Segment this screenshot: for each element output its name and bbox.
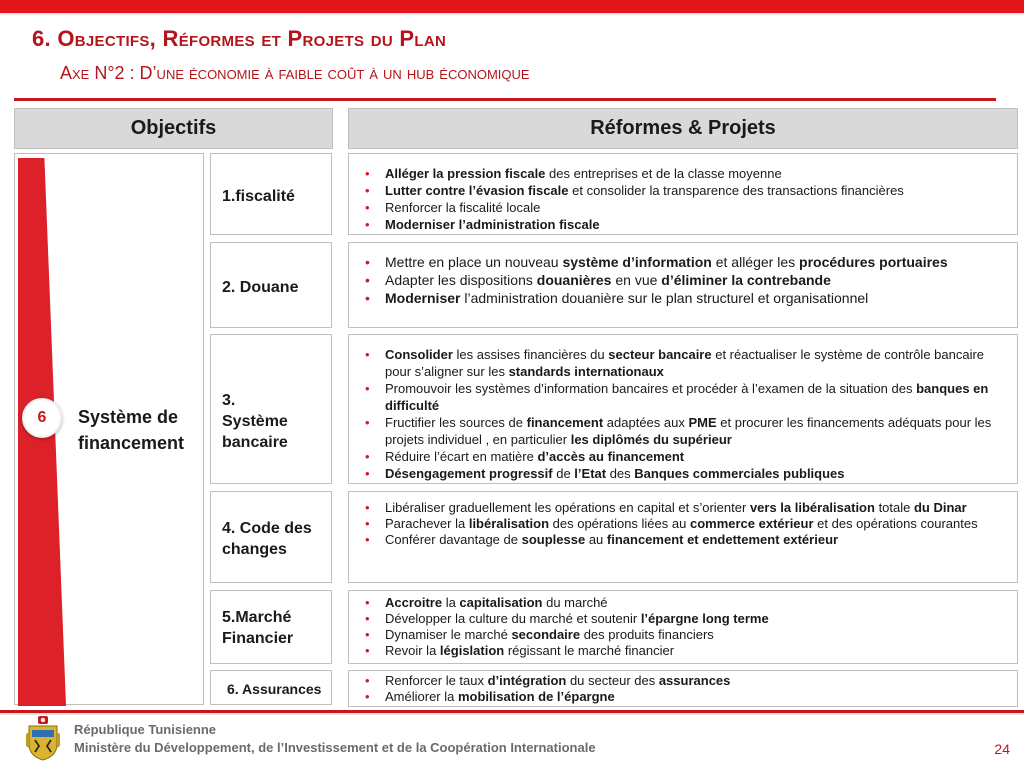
reform-emphasis: secteur bancaire <box>608 347 712 362</box>
reform-item <box>361 516 1013 532</box>
reform-emphasis: douanières <box>536 272 612 288</box>
reform-item <box>361 182 1013 199</box>
theme-label: Système de financement <box>78 407 185 453</box>
reform-emphasis: souplesse <box>521 532 586 547</box>
objective-fiscalite <box>210 153 332 235</box>
reform-emphasis: secondaire <box>511 627 581 642</box>
reform-emphasis: procédures portuaires <box>799 254 948 270</box>
page-subtitle: Axe N°2 : D’une économie à faible coût à un hub économique <box>60 63 530 83</box>
reforms-code-des-changes <box>348 491 1018 583</box>
title-divider <box>14 98 996 101</box>
reform-text: Renforcer le taux <box>385 673 488 688</box>
reforms-list <box>361 595 1013 659</box>
reform-item <box>361 595 1013 611</box>
reform-emphasis: Lutter contre l’évasion fiscale <box>385 183 569 198</box>
reform-text: Mettre en place un nouveau <box>385 254 563 270</box>
reform-emphasis: standards internationaux <box>508 364 664 379</box>
reform-text: Promouvoir les systèmes d’information bancaires et procéder à l’examen de la situation des <box>385 381 917 396</box>
top-accent-bar <box>0 0 1024 13</box>
objective-marche-financier <box>210 590 332 664</box>
reform-text: les assises financières du <box>452 347 609 362</box>
reform-text: Conférer davantage de <box>385 532 522 547</box>
objective-label: 1.fiscalité <box>222 188 295 205</box>
reform-emphasis: Accroitre <box>385 595 443 610</box>
objective-label: 2. Douane <box>222 279 299 296</box>
reform-text: Dynamiser le marché <box>385 627 512 642</box>
reform-text: de <box>552 466 575 481</box>
reform-text: Améliorer la <box>385 689 458 704</box>
footer-shadow <box>0 713 1024 715</box>
reform-emphasis: Désengagement progressif <box>385 466 553 481</box>
reform-item <box>361 465 1013 482</box>
reform-item <box>361 448 1013 465</box>
reform-text: et alléger les <box>711 254 800 270</box>
page-number: 24 <box>994 741 1010 757</box>
reformes-header: Réformes & Projets <box>348 108 1018 149</box>
reform-emphasis: système d’information <box>562 254 712 270</box>
reforms-list <box>361 346 1013 482</box>
reform-emphasis: financement et endettement extérieur <box>606 532 839 547</box>
reform-item <box>361 165 1013 182</box>
reform-item <box>361 673 1013 689</box>
reforms-marche-financier <box>348 590 1018 664</box>
reform-text: Fructifier les sources de <box>385 415 527 430</box>
objective-douane <box>210 242 332 328</box>
reform-text: Développer la culture du marché et soutenir <box>385 611 641 626</box>
reform-text: Renforcer la fiscalité locale <box>385 200 541 215</box>
reform-item <box>361 500 1013 516</box>
reform-emphasis: libéralisation <box>468 516 550 531</box>
reform-item <box>361 253 1013 271</box>
reform-text: Réduire l’écart en matière <box>385 449 538 464</box>
reform-text: au <box>585 532 607 547</box>
reform-item <box>361 271 1013 289</box>
reform-emphasis: du Dinar <box>913 500 967 515</box>
reforms-list <box>361 165 1013 233</box>
page-title: 6. Objectifs, Réformes et Projets du Plan <box>32 26 447 51</box>
footer-ministry: Ministère du Développement, de l’Investissement et de la Coopération Internationale <box>74 740 596 755</box>
reforms-list <box>361 673 1013 705</box>
reform-emphasis: d’accès au financement <box>537 449 685 464</box>
reform-text: et consolider la transparence des transactions financières <box>568 183 904 198</box>
reforms-list <box>361 500 1013 548</box>
reform-emphasis: Moderniser l’administration fiscale <box>385 217 600 232</box>
reform-item <box>361 627 1013 643</box>
reform-emphasis: financement <box>526 415 604 430</box>
reform-item <box>361 216 1013 233</box>
reform-emphasis: Consolider <box>385 347 453 362</box>
reform-emphasis: d’éliminer la contrebande <box>661 272 831 288</box>
reform-item <box>361 689 1013 705</box>
objective-label: 6. Assurances <box>227 681 322 697</box>
reform-emphasis: Moderniser <box>385 290 461 306</box>
reform-text: des <box>606 466 635 481</box>
coat-of-arms-icon <box>24 714 62 762</box>
reform-text: du secteur des <box>566 673 659 688</box>
reform-emphasis: l’épargne long terme <box>640 611 769 626</box>
reform-item <box>361 199 1013 216</box>
reforms-list <box>361 253 1013 307</box>
theme-number-badge: 6 <box>22 398 62 438</box>
objectifs-header: Objectifs <box>14 108 333 149</box>
footer-republic: République Tunisienne <box>74 722 217 737</box>
objective-assurances <box>210 670 332 705</box>
reforms-assurances <box>348 670 1018 707</box>
reform-emphasis: banques en difficulté <box>385 381 989 413</box>
reform-text: Revoir la <box>385 643 440 658</box>
reform-text: et procurer les financements adéquats pour les projets individuel , en particulier <box>385 415 992 447</box>
reform-emphasis: commerce extérieur <box>689 516 814 531</box>
reforms-systeme-bancaire <box>348 334 1018 484</box>
reform-emphasis: PME <box>688 415 717 430</box>
reform-item <box>361 643 1013 659</box>
reform-emphasis: vers la libéralisation <box>749 500 875 515</box>
reform-text: l’administration douanière sur le plan structurel et organisationnel <box>460 290 869 306</box>
reform-text: en vue <box>611 272 662 288</box>
reform-text: du marché <box>542 595 608 610</box>
reform-item <box>361 380 1013 414</box>
reform-emphasis: législation <box>439 643 505 658</box>
reform-item <box>361 611 1013 627</box>
objective-label: 4. Code des changes <box>222 520 312 558</box>
reform-item <box>361 346 1013 380</box>
reform-emphasis: Banques commerciales publiques <box>634 466 845 481</box>
reform-text: des entreprises et de la classe moyenne <box>545 166 782 181</box>
reform-text: totale <box>874 500 914 515</box>
reform-text: Libéraliser graduellement les opérations en capital et s’orienter <box>385 500 750 515</box>
reform-emphasis: d’intégration <box>487 673 567 688</box>
reform-emphasis: Alléger la pression fiscale <box>385 166 546 181</box>
reform-text: Parachever la <box>385 516 469 531</box>
reform-text: Adapter les dispositions <box>385 272 537 288</box>
reform-item <box>361 414 1013 448</box>
top-bar-shadow <box>0 13 1024 16</box>
objective-label: 5.Marché Financier <box>222 609 294 647</box>
reform-emphasis: les diplômés du supérieur <box>570 432 732 447</box>
reform-text: et réactualiser le système de contrôle bancaire pour s’aligner sur les <box>385 347 985 379</box>
reform-text: adaptées aux <box>603 415 689 430</box>
reform-emphasis: mobilisation de l’épargne <box>457 689 615 704</box>
reform-emphasis: assurances <box>658 673 731 688</box>
reform-text: des produits financiers <box>580 627 714 642</box>
reform-item <box>361 289 1013 307</box>
reform-emphasis: capitalisation <box>459 595 543 610</box>
reform-item <box>361 532 1013 548</box>
reform-text: la <box>442 595 460 610</box>
reform-text: et des opérations courantes <box>813 516 978 531</box>
reform-text: régissant le marché financier <box>504 643 675 658</box>
objective-systeme-bancaire <box>210 334 332 484</box>
reform-text: des opérations liées au <box>549 516 690 531</box>
reforms-fiscalite <box>348 153 1018 235</box>
reform-emphasis: l’Etat <box>574 466 607 481</box>
objective-label: 3. Système bancaire <box>222 392 288 451</box>
reforms-douane <box>348 242 1018 328</box>
objective-code-des-changes <box>210 491 332 583</box>
